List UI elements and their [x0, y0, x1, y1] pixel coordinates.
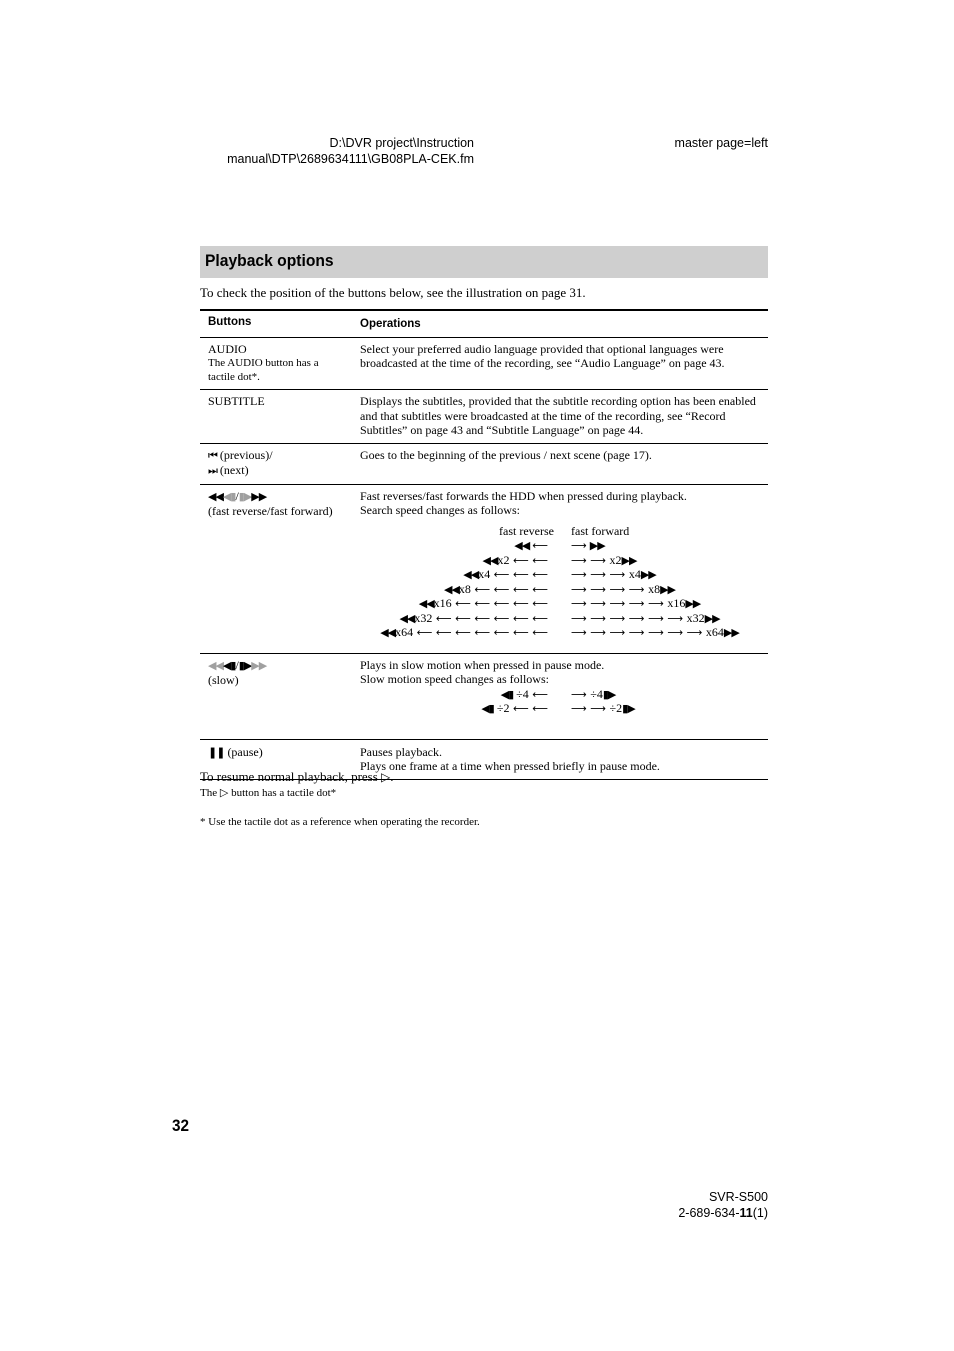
fast-reverse-icon: ◀◀	[514, 539, 530, 552]
arrow-right-icon: ⟶ ⟶ ⟶ ⟶ ⟶ ⟶	[571, 611, 687, 625]
header-path-line2: manual\DTP\2689634111\GB08PLA-CEK.fm	[227, 152, 474, 166]
fast-forward-grey-icon: ▶▶	[251, 658, 267, 672]
speed-label: x64	[395, 625, 414, 639]
slow-forward-icon: ▮▶	[602, 687, 616, 701]
footer-model	[678, 1189, 768, 1221]
slow-speed-row	[360, 701, 762, 716]
pause-operation-line1: Pauses playback.	[360, 744, 442, 759]
table-row-prev-next	[200, 444, 768, 485]
subtitle-button-label: SUBTITLE	[208, 394, 265, 408]
fast-speed-row	[360, 567, 762, 582]
slow-reverse-grey-icon: ◀▮	[222, 489, 236, 503]
fast-forward-speed	[571, 567, 656, 583]
fast-speed-row	[360, 582, 762, 597]
arrow-left-icon: ⟵	[532, 539, 548, 552]
play-icon: ▷	[219, 786, 229, 799]
fast-reverse-speed	[463, 567, 548, 583]
arrow-right-icon: ⟶ ⟶	[571, 702, 610, 715]
slow-forward-grey-icon: ▮▶	[238, 489, 252, 503]
slow-forward-speed	[571, 701, 635, 717]
header-master-page: master page=left	[674, 136, 768, 150]
fast-reverse-speed	[483, 553, 548, 569]
slow-reverse-icon: ◀▮	[500, 687, 514, 701]
slow-speed-diagram	[360, 687, 762, 716]
fast-forward-speed	[571, 553, 636, 569]
intro-text: To check the position of the buttons below, see the illustration on page 31.	[200, 285, 586, 300]
arrow-left-icon: ⟵	[528, 687, 548, 701]
speed-label: x64	[705, 625, 724, 639]
section-title: Playback options	[205, 251, 334, 270]
arrow-right-icon: ⟶ ⟶	[571, 553, 610, 567]
fast-reverse-heading: fast reverse	[499, 523, 554, 538]
arrow-left-icon: ⟵ ⟵	[509, 553, 548, 567]
table-row-slow: ◀◀◀▮/▮▶▶▶ (slow) Plays in slow motion when pressed in pause mode. Slow motion speed changes as follows: ◀▮ ÷4 ⟵ ⟶ ÷4▮▶ ◀▮ ÷2 ⟵ ⟵ ⟶ ⟶ ÷2▮▶	[200, 654, 768, 740]
col-header-operations: Operations	[360, 318, 421, 330]
slow-label: (slow)	[208, 673, 239, 687]
table-row-subtitle	[200, 390, 768, 444]
fast-operation-line2: Search speed changes as follows:	[360, 503, 520, 517]
fast-speed-row	[360, 611, 762, 626]
speed-label: x2	[497, 552, 510, 567]
slow-reverse-icon: ◀▮	[481, 702, 494, 715]
fast-forward-heading: fast forward	[571, 523, 630, 538]
fast-forward-icon: ▶▶	[621, 553, 637, 567]
fast-forward-speed	[571, 582, 675, 598]
fast-speed-row	[360, 625, 762, 640]
pause-label: (pause)	[227, 744, 263, 759]
slow-forward-speed	[571, 687, 615, 703]
fast-forward-icon: ▶▶	[723, 626, 739, 639]
speed-label: x8	[458, 581, 471, 596]
fast-reverse-icon: ◀◀	[418, 597, 434, 610]
speed-label: ÷4	[590, 686, 603, 701]
slow-reverse-icon: ◀▮	[222, 658, 236, 672]
fast-reverse-speed	[380, 625, 548, 641]
col-header-buttons: Buttons	[208, 316, 252, 328]
speed-label: x32	[414, 610, 433, 625]
speed-label: ÷2	[493, 701, 510, 715]
fast-label: (fast reverse/fast forward)	[208, 504, 333, 518]
audio-button-label: AUDIO	[208, 341, 247, 356]
fast-reverse-speed	[399, 611, 548, 627]
fast-forward-speed	[571, 625, 739, 641]
playback-options-table	[200, 309, 768, 780]
fast-speed-row	[360, 553, 762, 568]
fast-reverse-icon: ◀◀	[463, 568, 479, 581]
speed-label: ÷2	[609, 701, 623, 715]
arrow-left-icon: ⟵ ⟵ ⟵ ⟵ ⟵ ⟵	[432, 611, 548, 625]
fast-reverse-speed	[444, 582, 548, 598]
speed-label: x16	[667, 596, 686, 610]
fast-reverse-icon: ◀◀	[482, 553, 498, 567]
fast-reverse-icon: ◀◀	[208, 489, 223, 503]
fast-reverse-icon: ◀◀	[380, 626, 396, 639]
table-row-audio	[200, 338, 768, 391]
slow-speed-row	[360, 687, 762, 702]
fast-operation-line1: Fast reverses/fast forwards the HDD when pressed during playback.	[360, 488, 687, 503]
arrow-left-icon: ⟵ ⟵ ⟵	[490, 568, 548, 581]
next-label: (next)	[219, 463, 249, 477]
table-header-row	[200, 311, 768, 338]
arrow-right-icon: ⟶ ⟶ ⟶ ⟶ ⟶ ⟶ ⟶	[571, 626, 706, 639]
fast-speed-row	[360, 596, 762, 611]
arrow-left-icon: ⟵ ⟵ ⟵ ⟵	[470, 582, 548, 596]
fast-reverse-speed	[419, 596, 548, 612]
slow-operation-line2: Slow motion speed changes as follows:	[360, 672, 549, 686]
slow-reverse-speed	[501, 687, 548, 703]
arrow-right-icon: ⟶	[571, 687, 591, 701]
arrow-left-icon: ⟵ ⟵	[509, 702, 548, 715]
arrow-left-icon: ⟵ ⟵ ⟵ ⟵ ⟵	[451, 597, 548, 610]
arrow-right-icon: ⟶ ⟶ ⟶	[571, 568, 629, 581]
footnote: * Use the tactile dot as a reference when operating the recorder.	[200, 816, 480, 828]
fast-reverse-icon: ◀◀	[444, 582, 459, 596]
slow-forward-icon: ▮▶	[622, 702, 635, 715]
resume-note: To resume normal playback, press ▷.	[200, 769, 394, 784]
next-icon: ⏭	[208, 464, 217, 477]
slow-forward-icon: ▮▶	[238, 658, 252, 672]
fast-forward-icon: ▶▶	[251, 489, 267, 503]
table-row-fast: ◀◀◀▮/▮▶▶▶ (fast reverse/fast forward) Fast reverses/fast forwards the HDD when pressed during playback. Search speed changes as follows: fast reverse fast forward ◀◀ ⟵ ⟶ ▶▶ ◀◀x2 ⟵ ⟵ ⟶ ⟶ x2▶▶ ◀◀x4 ⟵ ⟵ ⟵ ⟶ ⟶ ⟶ x4▶▶ ◀◀x8 ⟵ ⟵ ⟵ ⟵ ⟶ ⟶ ⟶ ⟶ x8▶▶ ◀◀x16 ⟵ ⟵ ⟵ ⟵ ⟵ ⟶ ⟶ ⟶ ⟶ ⟶ x16▶▶ ◀◀x32 ⟵ ⟵ ⟵ ⟵ ⟵ ⟵ ⟶ ⟶ ⟶ ⟶ ⟶ ⟶ x32▶▶ ◀◀x64 ⟵ ⟵ ⟵ ⟵ ⟵ ⟵ ⟵ ⟶ ⟶ ⟶ ⟶ ⟶ ⟶ ⟶ x64▶▶	[200, 485, 768, 654]
fast-reverse-icon: ◀◀	[399, 611, 415, 625]
header-path-line1: D:\DVR project\Instruction	[329, 136, 474, 150]
section-title-bar	[200, 246, 768, 278]
speed-label: x4	[478, 567, 491, 581]
speed-label: x8	[648, 581, 661, 596]
model-code: 2-689-634-11(1)	[678, 1206, 768, 1220]
speed-label: x4	[628, 567, 641, 581]
speed-label: x32	[686, 610, 705, 625]
fast-forward-speed	[571, 611, 720, 627]
fast-forward-icon: ▶▶	[640, 568, 656, 581]
prev-next-operation: Goes to the beginning of the previous / next scene (page 17).	[360, 447, 652, 462]
previous-label: (previous)/	[219, 447, 273, 462]
model-name: SVR-S500	[708, 1190, 768, 1204]
fast-speed-diagram	[360, 524, 762, 640]
audio-button-note: The AUDIO button has a tactile dot*.	[208, 357, 319, 383]
page-number: 32	[172, 1116, 190, 1135]
fast-forward-icon: ▶▶	[704, 611, 720, 625]
slow-reverse-speed	[481, 701, 548, 717]
arrow-right-icon: ⟶ ⟶ ⟶ ⟶ ⟶	[571, 597, 668, 610]
fast-reverse-grey-icon: ◀◀	[208, 658, 223, 672]
arrow-right-icon: ⟶	[571, 539, 587, 552]
previous-icon: ⏮	[208, 448, 217, 462]
pause-icon: ❚❚	[208, 745, 225, 759]
fast-forward-icon: ▶▶	[589, 539, 605, 552]
fast-forward-icon: ▶▶	[685, 597, 701, 610]
slow-operation-line1: Plays in slow motion when pressed in pause mode.	[360, 657, 605, 672]
tactile-note: The ▷ button has a tactile dot*	[200, 786, 337, 799]
speed-label: x2	[609, 552, 622, 567]
arrow-right-icon: ⟶ ⟶ ⟶ ⟶	[571, 582, 649, 596]
pause-operation-line2: Plays one frame at a time when pressed briefly in pause mode.	[360, 759, 660, 773]
play-icon: ▷	[381, 770, 391, 784]
fast-forward-speed	[571, 596, 700, 612]
header-file-path	[200, 135, 474, 167]
speed-label: ÷4	[513, 686, 529, 701]
subtitle-operation: Displays the subtitles, provided that the subtitle recording option has been enabled and that subtitles were broadcasted at the time of the recording, see “Record Subtitles” on page 43 and “Subtitle Language” on page 44.	[360, 394, 756, 437]
audio-operation: Select your preferred audio language provided that optional languages were broadcasted at the time of the recording, see “Audio Language” on page 43.	[360, 341, 725, 370]
arrow-left-icon: ⟵ ⟵ ⟵ ⟵ ⟵ ⟵ ⟵	[413, 626, 548, 639]
fast-forward-icon: ▶▶	[660, 582, 675, 596]
speed-label: x16	[433, 596, 452, 610]
